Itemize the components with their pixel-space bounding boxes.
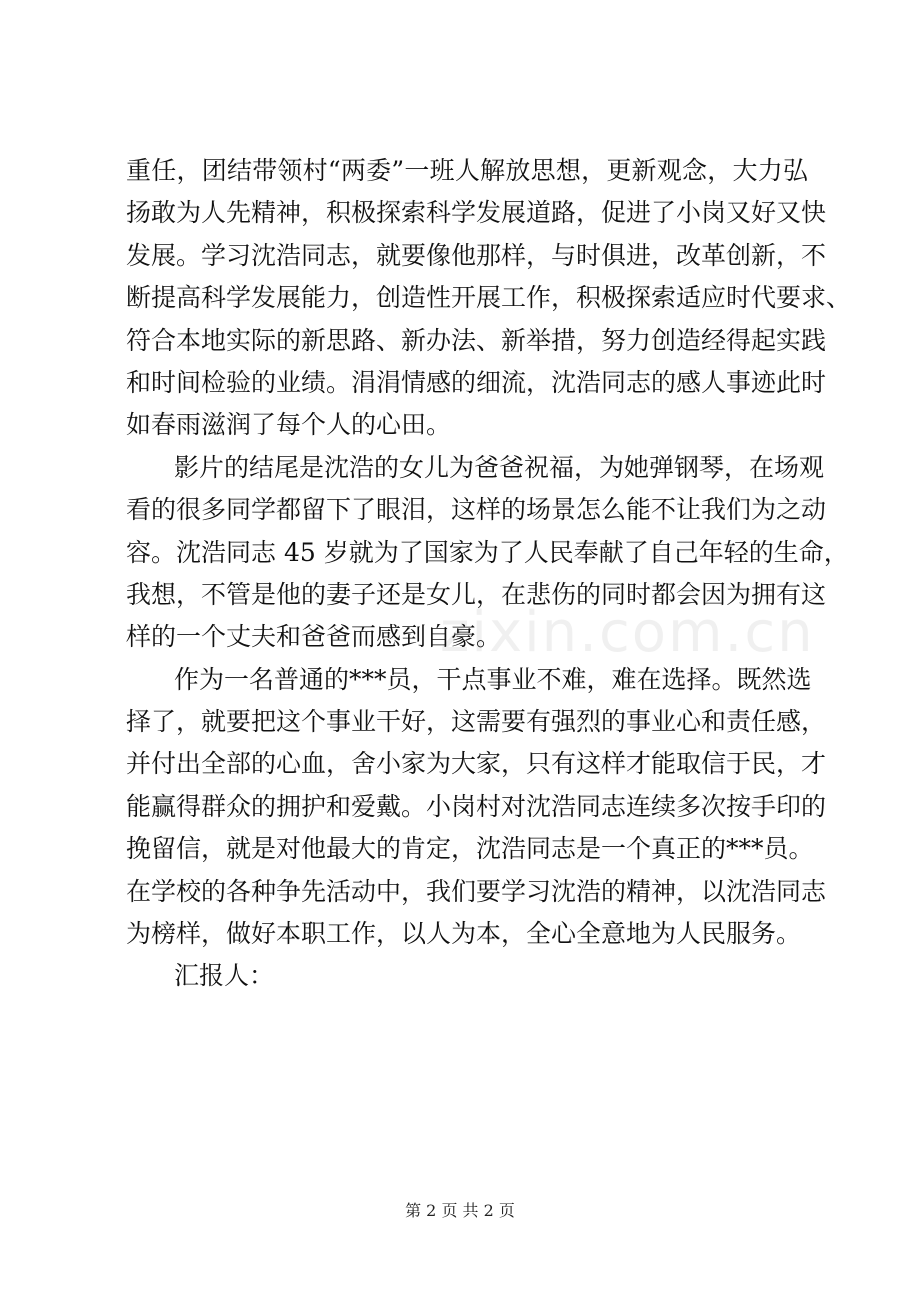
watermark: zixin.com.cn — [440, 600, 815, 665]
text-line: 挽留信，就是对他最大的肯定，沈浩同志是一个真正的***员。 — [126, 834, 814, 864]
text-line: 和时间检验的业绩。涓涓情感的细流，沈浩同志的感人事迹此时 — [126, 367, 827, 397]
text-line: 发展。学习沈浩同志，就要像他那样，与时俱进，改革创新，不 — [126, 240, 827, 270]
text-line: 为榜样，做好本职工作，以人为本，全心全意地为人民服务。 — [126, 919, 802, 949]
text-line: 如春雨滋润了每个人的心田。 — [126, 410, 452, 440]
text-line: 在学校的各种争先活动中，我们要学习沈浩的精神，以沈浩同志 — [126, 876, 827, 906]
text-line: 能赢得群众的拥护和爱戴。小岗村对沈浩同志连续多次按手印的 — [126, 791, 827, 821]
text-line: 我想，不管是他的妻子还是女儿，在悲伤的同时都会因为拥有这 — [126, 579, 827, 609]
text-line: 重任，团结带领村“两委”一班人解放思想，更新观念，大力弘 — [126, 156, 808, 185]
text-line: 择了，就要把这个事业干好，这需要有强烈的事业心和责任感， — [126, 707, 827, 737]
text-line: 作为一名普通的***员，干点事业不难，难在选择。既然选 — [174, 664, 812, 694]
text-line: 扬敢为人先精神，积极探索科学发展道路，促进了小岗又好又快 — [126, 198, 827, 228]
text-line: 并付出全部的心血，舍小家为大家，只有这样才能取信于民，才 — [126, 749, 827, 779]
text-line: 看的很多同学都留下了眼泪，这样的场景怎么能不让我们为之动 — [126, 495, 827, 525]
text-line: 断提高科学发展能力，创造性开展工作，积极探索适应时代要求、 — [126, 283, 852, 313]
text-line: 样的一个丈夫和爸爸而感到自豪。 — [126, 622, 502, 652]
page-footer: 第 2 页 共 2 页 — [405, 1201, 515, 1220]
body-text — [126, 150, 852, 998]
text-line: 影片的结尾是沈浩的女儿为爸爸祝福，为她弹钢琴，在场观 — [174, 452, 825, 482]
reporter-label: 汇报人： — [174, 961, 275, 991]
text-line: 符合本地实际的新思路、新办法、新举措，努力创造经得起实践 — [126, 325, 827, 355]
text-line: 容。沈浩同志 45 岁就为了国家为了人民奉献了自己年轻的生命， — [126, 537, 849, 567]
